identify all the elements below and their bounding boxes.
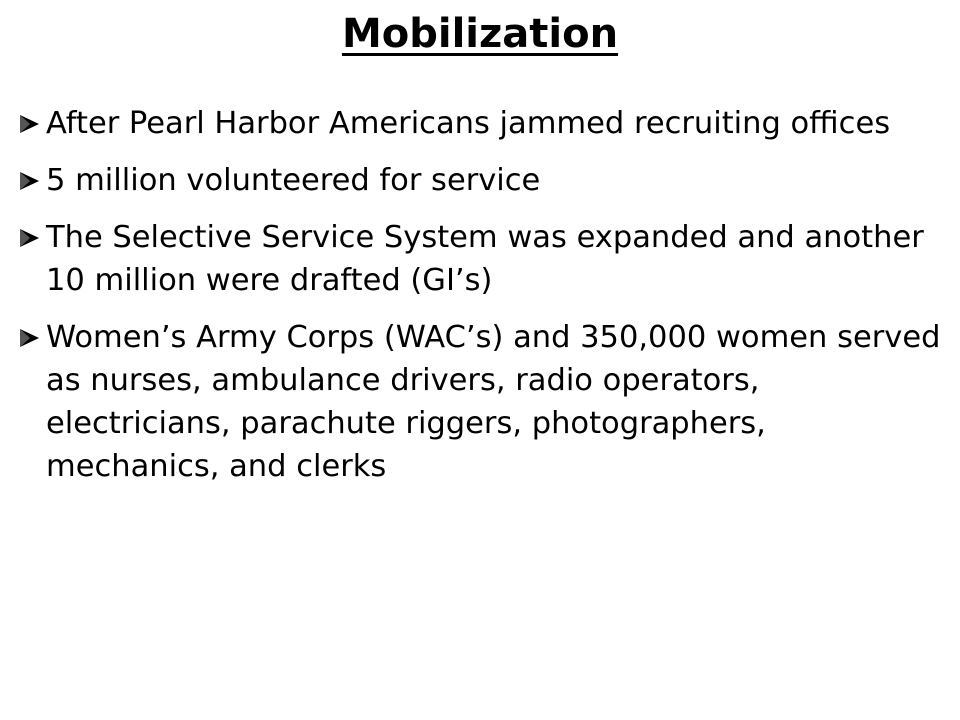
bullet-text: Women’s Army Corps (WAC’s) and 350,000 women served as nurses, ambulance drivers, radio operators, electricians, parachute riggers, photographers, mechanics, and clerks	[46, 320, 941, 484]
arrowhead-bullet-icon	[18, 328, 40, 348]
bullet-text: After Pearl Harbor Americans jammed recruiting offices	[46, 106, 891, 141]
bullet-item	[18, 316, 948, 488]
slide-title-text: Mobilization	[341, 11, 619, 57]
bullet-item	[18, 102, 948, 145]
bullet-list	[18, 102, 948, 502]
bullet-text: 5 million volunteered for service	[46, 163, 541, 198]
bullet-item	[18, 159, 948, 202]
bullet-text: The Selective Service System was expanded and another 10 million were drafted (GI’s)	[46, 220, 924, 298]
arrowhead-bullet-icon	[18, 171, 40, 191]
bullet-item	[18, 216, 948, 302]
slide-title	[0, 4, 960, 64]
arrowhead-bullet-icon	[18, 114, 40, 134]
arrowhead-bullet-icon	[18, 228, 40, 248]
